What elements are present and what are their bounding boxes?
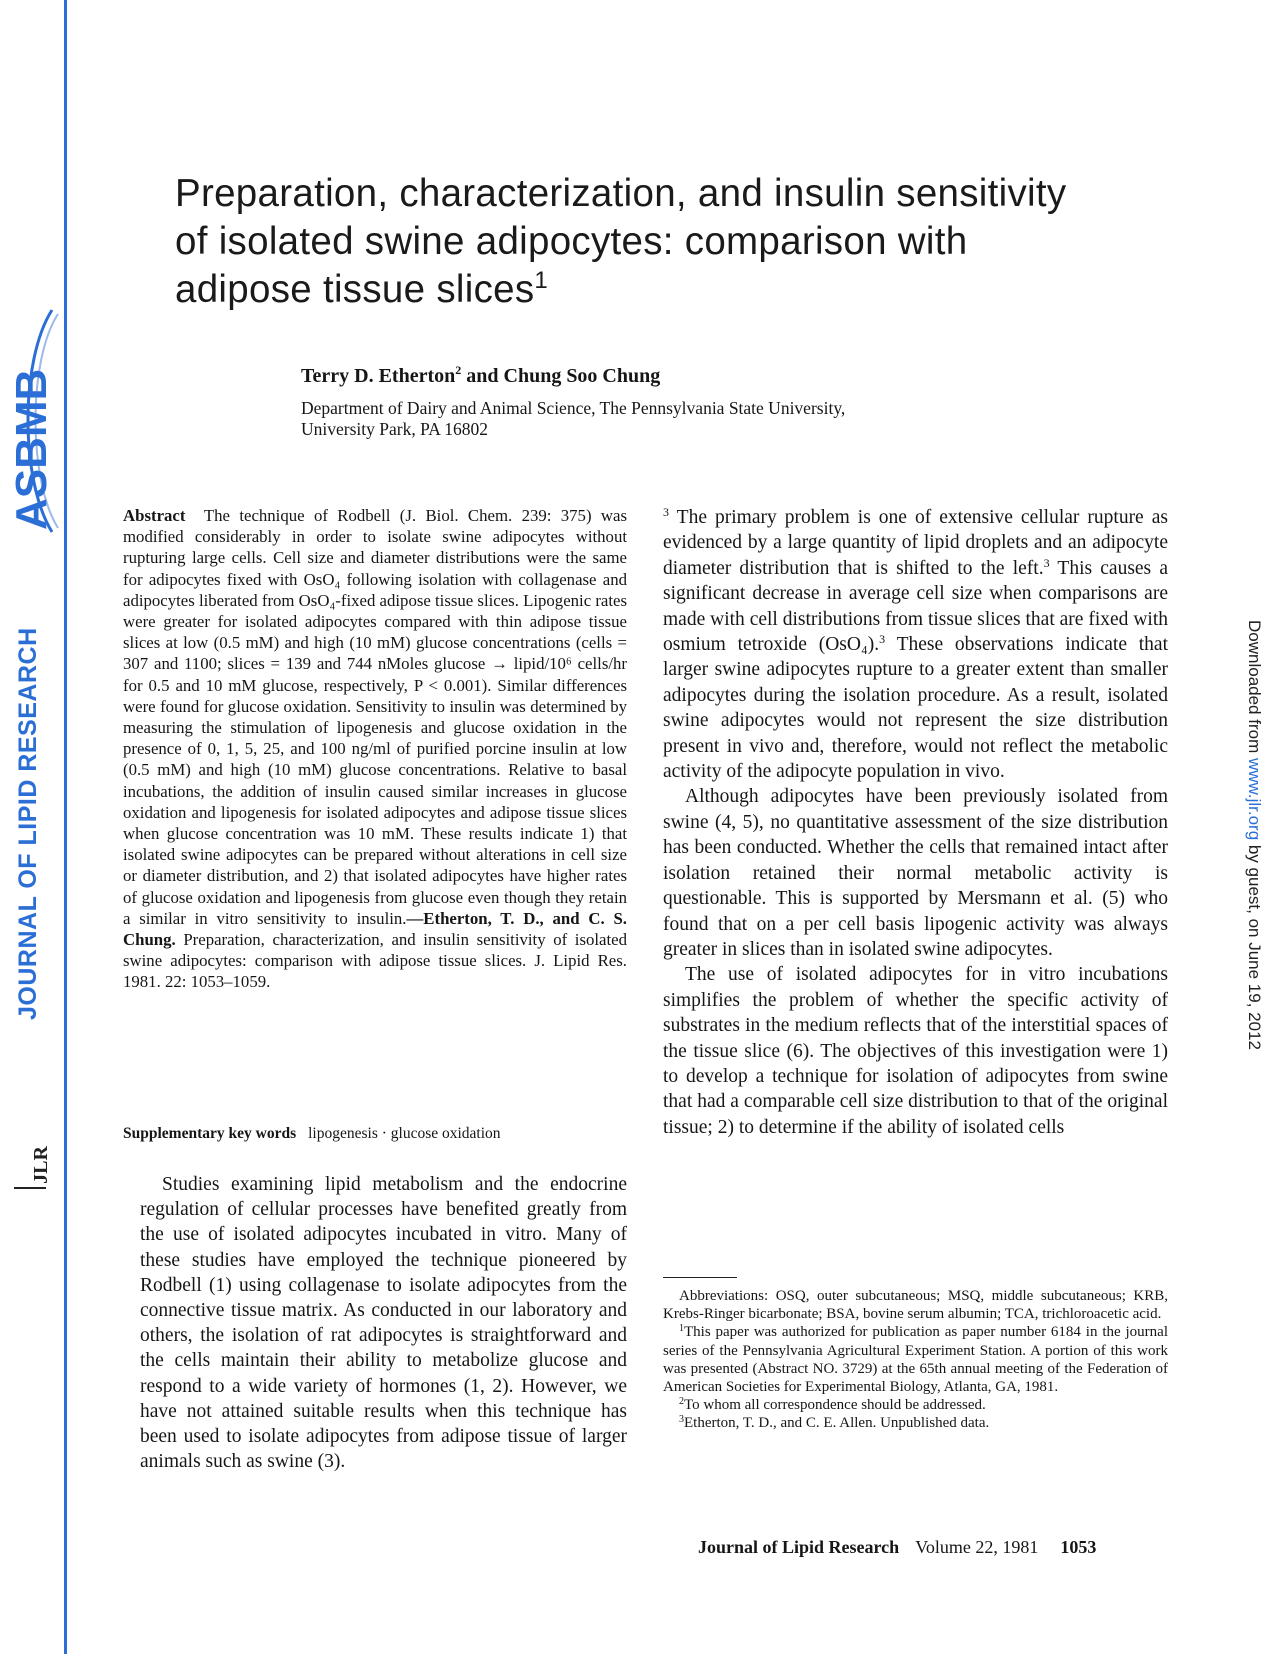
title-text: Preparation, characterization, and insulin sensitivity of isolated swine adipocytes: comparison with adipose tissue slices <box>175 172 1067 311</box>
keywords-terms: lipogenesis · glucose oxidation <box>308 1125 501 1142</box>
footnote-1-mark: 1 <box>679 1323 684 1335</box>
body-para1-cont: The primary problem is one of extensive cellular rupture as evidenced by a large quantity of lipid droplets and an adipocyte diameter distribution that is shifted to the left. <box>663 507 1168 579</box>
footnote-2-mark: 2 <box>679 1396 684 1408</box>
body-left-column <box>140 1172 627 1474</box>
footnote-3-mark: 3 <box>679 1414 684 1426</box>
footnote-3 <box>663 1414 1168 1432</box>
para1-footnote-mark-2: 3 <box>1043 555 1050 570</box>
body-para1-cont3: These observations indicate that larger swine adipocytes rupture to a greater extent than smaller adipocytes during the isolation procedure. As a result, isolated swine adipocytes would not represent the size distribution present in vivo and, therefore, would not reflect the metabolic activity of the adipocyte population in vivo. <box>663 634 1169 783</box>
affiliation-line-1: Department of Dairy and Animal Science, The Pennsylvania State University, <box>301 398 846 418</box>
affiliation <box>301 398 1001 440</box>
author-1-mark: 2 <box>455 363 462 377</box>
body-paragraph-1-cont <box>663 505 1168 784</box>
body-para1-text: Studies examining lipid metabolism and the endocrine regulation of cellular processes have benefited greatly from the use of isolated adipocytes incubated in vitro. Many of these studies have employed the technique pioneered by Rodbell (1) using collagenase to isolate adipocytes from the connective tissue matrix. As conducted in our laboratory and others, the isolation of rat adipocytes is straightforward and the cells maintain their ability to metabolize glucose and respond to a wide variety of hormones (1, 2). However, we have not attained suitable results when this technique has been used to isolate adipocytes from adipose tissue of larger animals such as swine (3). <box>140 1174 627 1473</box>
footer-volume: Volume 22, 1981 <box>915 1537 1039 1557</box>
footnotes <box>663 1287 1168 1433</box>
keywords <box>123 1125 627 1143</box>
title-footnote-mark: 1 <box>534 267 549 294</box>
body-paragraph-1 <box>140 1172 627 1474</box>
body-right-column <box>663 505 1168 1140</box>
author-joiner: and <box>461 365 504 387</box>
jlr-link[interactable]: www.jlr.org <box>1245 757 1264 841</box>
sidebar-divider <box>64 0 67 1654</box>
affiliation-line-2: University Park, PA 16802 <box>301 419 489 439</box>
footnote-rule <box>663 1277 737 1278</box>
authors <box>301 365 660 388</box>
download-suffix: by guest, on June 19, 2012 <box>1245 840 1264 1050</box>
download-prefix: Downloaded from <box>1245 620 1264 758</box>
download-note <box>1240 620 1270 1050</box>
author-2: Chung Soo Chung <box>503 365 661 387</box>
journal-vertical-text: JOURNAL OF LIPID RESEARCH <box>14 627 42 1020</box>
article-title <box>175 170 1075 314</box>
body-paragraph-2: Although adipocytes have been previously isolated from swine (4, 5), no quantitative assessment of the size distribution has been conducted. Whether the cells that remained intact after isolation retained their normal metabolic activity is questionable. This is supported by Mersmann et al. (5) who found that on a per cell basis lipogenic activity was always greater in slices than in isolated swine adipocytes. <box>663 786 1168 960</box>
page-footer <box>698 1537 1096 1558</box>
body-paragraph-3: The use of isolated adipocytes for in vitro incubations simplifies the problem of whether the specific activity of substrates in the medium reflects that of the interstitial spaces of the tissue slice (6). The objectives of this investigation were 1) to develop a technique for isolation of adipocytes from swine that had a comparable cell size distribution to that of the original tissue; 2) to determine if the ability of isolated cells <box>663 964 1168 1138</box>
footnote-1-text: This paper was authorized for publication as paper number 6184 in the journal series of the Pennsylvania Agricultural Experiment Station. A portion of this work was presented (Abstract NO. 3729) at the 65th annual meeting of the Federation of American Societies for Experimental Biology, Atlanta, GA, 1981. <box>663 1324 1168 1396</box>
abstract-citation-text: Preparation, characterization, and insulin sensitivity of isolated swine adipocytes: comparison with adipose tissue slices. J. Lipid Res. 1981. 22: 1053–1059. <box>123 930 627 992</box>
abstract-label: Abstract <box>123 506 186 525</box>
asbmb-logo <box>0 300 66 540</box>
author-1: Terry D. Etherton <box>301 365 456 387</box>
footnote-abbreviations: Abbreviations: OSQ, outer subcutaneous; MSQ, middle subcutaneous; KRB, Krebs-Ringer bicarbonate; BSA, bovine serum albumin; TCA, trichloroacetic acid. <box>663 1288 1168 1323</box>
download-note-text <box>1244 620 1264 1050</box>
para1-footnote-mark-3: 3 <box>879 632 886 647</box>
body-para1-cont2: This causes a significant decrease in average cell size when comparisons are made with cell distributions from tissue slices that are fixed with osmium tetroxide (OsO₄). <box>663 557 1168 656</box>
keywords-label: Supplementary key words <box>123 1125 297 1142</box>
footnote-3-text: Etherton, T. D., and C. E. Allen. Unpublished data. <box>684 1415 990 1432</box>
journal-vertical-label <box>14 627 44 1420</box>
abstract-citation-authors: —Etherton, T. D., and C. S. Chung. <box>123 908 628 950</box>
footnote-2 <box>663 1396 1168 1414</box>
footnote-2-text: To whom all correspondence should be addressed. <box>684 1397 986 1414</box>
footer-journal: Journal of Lipid Research <box>698 1537 900 1557</box>
abstract-text: The technique of Rodbell (J. Biol. Chem. 239: 375) was modified considerably in order to isolate swine adipocytes without rupturing large cells. Cell size and diameter distributions were the same for adipocytes fixed with OsO₄ following isolation with collagenase and adipocytes liberated from OsO₄-fixed adipose tissue slices. Lipogenic rates were greater for isolated adipocytes compared with thin adipose tissue slices at low (0.5 mM) and high (10 mM) glucose concentrations (cells = 307 and 1100; slices = 139 and 744 nMoles glucose → lipid/10⁶ cells/hr for 0.5 and 10 mM glucose, respectively, P < 0.001). Similar differences were found for glucose oxidation. Sensitivity to insulin was determined by measuring the stimulation of lipogenesis and glucose oxidation in the presence of 0, 1, 5, 25, and 100 ng/ml of purified porcine insulin at low (0.5 mM) and high (10 mM) glucose concentrations. Relative to basal incubations, the addition of insulin caused similar increases in glucose oxidation and lipogenesis for isolated adipocytes and adipose tissue slices when glucose concentration was 10 mM. These results indicate 1) that isolated swine adipocytes can be prepared without alterations in cell size or diameter distribution, and 2) that isolated adipocytes have higher rates of glucose oxidation and lipogenesis from glucose even though they retain a similar in vitro sensitivity to insulin. <box>123 506 628 928</box>
abstract <box>123 505 627 993</box>
asbmb-logo-text: ASBMB <box>7 368 56 530</box>
page-number: 1053 <box>1060 1537 1097 1557</box>
para1-footnote-mark: 3 <box>663 505 669 519</box>
footnote-1 <box>663 1323 1168 1396</box>
jlr-logo <box>12 1140 52 1190</box>
jlr-logo-text: JLR <box>30 1146 52 1184</box>
